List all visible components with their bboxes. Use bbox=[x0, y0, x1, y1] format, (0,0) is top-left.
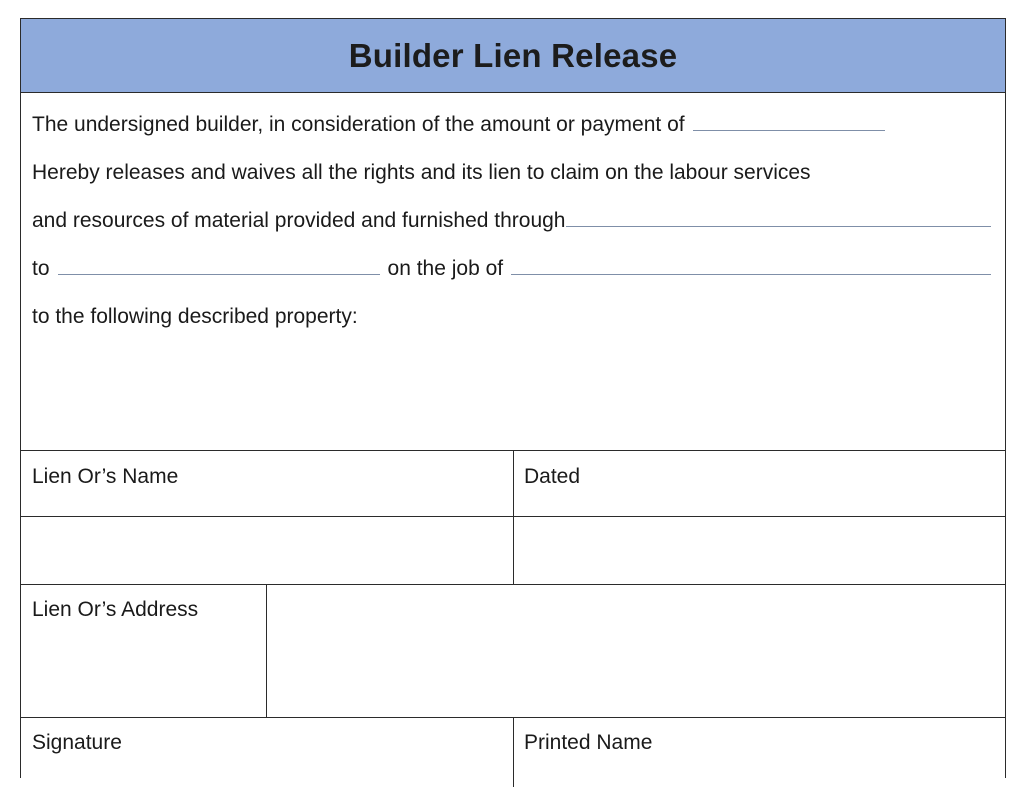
signature-cell[interactable] bbox=[21, 717, 513, 779]
dated-field[interactable] bbox=[513, 516, 1007, 584]
printed-name-label: Printed Name bbox=[524, 731, 653, 754]
lienor-name-label-cell bbox=[21, 451, 513, 516]
to-date-blank[interactable] bbox=[58, 273, 380, 275]
lienor-address-label-cell bbox=[21, 584, 266, 717]
lienor-address-label: Lien Or’s Address bbox=[32, 598, 199, 621]
statement-text-5: to the following described property: bbox=[32, 305, 358, 328]
lienor-address-field[interactable] bbox=[266, 584, 1007, 717]
through-date-blank[interactable] bbox=[566, 225, 992, 227]
statement-line-2 bbox=[32, 155, 991, 185]
job-of-blank[interactable] bbox=[511, 273, 991, 275]
lienor-name-field[interactable] bbox=[21, 516, 513, 584]
statement-line-4 bbox=[32, 251, 991, 281]
statement-text-2: Hereby releases and waives all the rights and its lien to claim on the labour services bbox=[32, 161, 811, 184]
statement-line-1 bbox=[32, 107, 991, 137]
dated-label: Dated bbox=[524, 465, 581, 488]
statement-line-5 bbox=[32, 299, 991, 329]
payment-amount-blank[interactable] bbox=[693, 129, 885, 131]
form-title: Builder Lien Release bbox=[348, 36, 678, 74]
printed-name-cell[interactable] bbox=[513, 717, 1007, 779]
statement-line-3 bbox=[32, 203, 991, 233]
statement-text-to: to bbox=[32, 257, 50, 280]
lien-release-form bbox=[20, 18, 1006, 778]
statement-text-job: on the job of bbox=[387, 257, 504, 280]
title-bar bbox=[21, 19, 1005, 93]
statement-text-3: and resources of material provided and furnished through bbox=[32, 209, 566, 232]
dated-label-cell bbox=[513, 451, 1007, 516]
release-statement bbox=[21, 93, 1005, 451]
lienor-name-label: Lien Or’s Name bbox=[32, 465, 179, 488]
signature-label: Signature bbox=[32, 731, 122, 754]
statement-text-1: The undersigned builder, in consideration of the amount or payment of bbox=[32, 113, 685, 136]
